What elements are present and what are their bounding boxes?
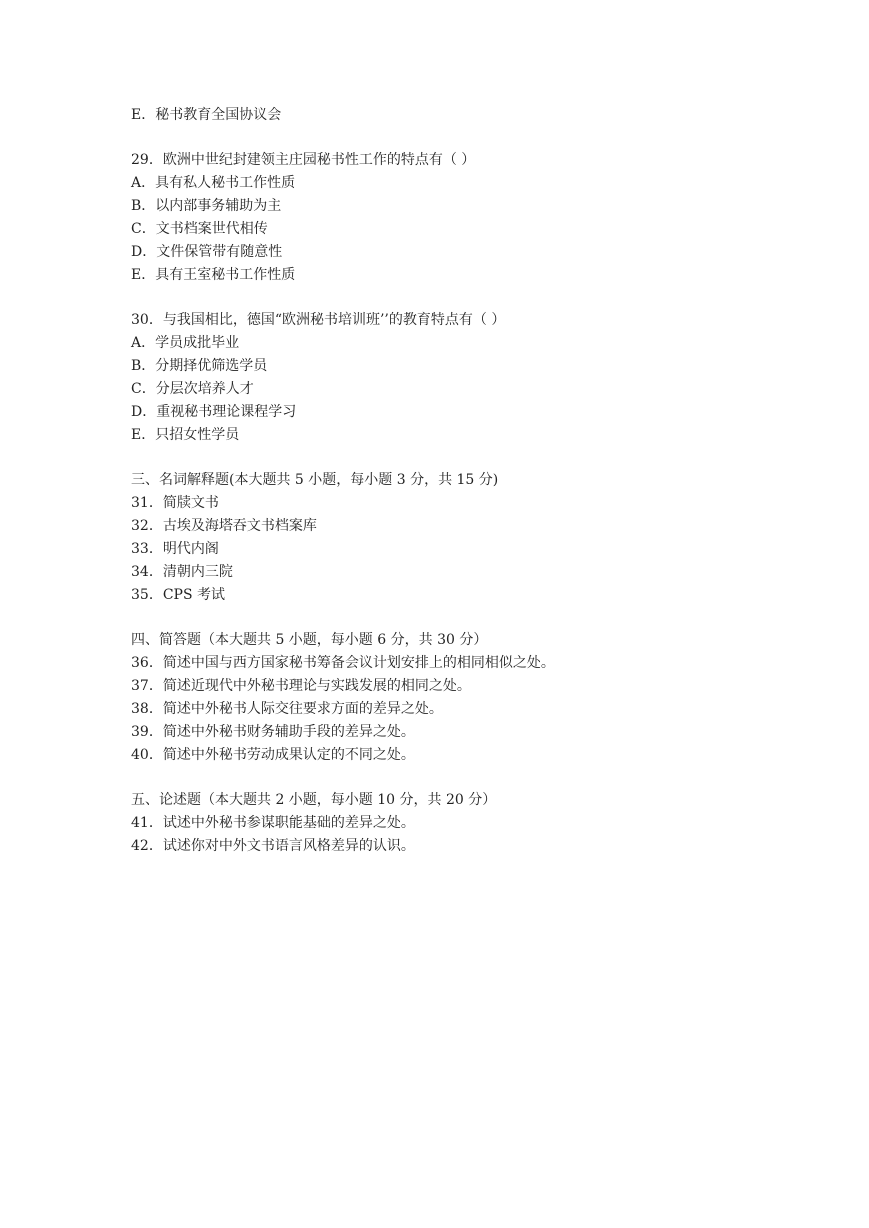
section-heading: 五、论述题（本大题共 2 小题，每小题 10 分，共 20 分） (131, 792, 497, 808)
option-b: B．以内部事务辅助为主 (131, 198, 282, 214)
section-short-answer (131, 629, 831, 767)
option-c: C．分层次培养人才 (131, 381, 254, 397)
spacer (131, 127, 831, 149)
option-c: C．文书档案世代相传 (131, 221, 268, 237)
option-a: A．具有私人秘书工作性质 (131, 175, 296, 191)
question-32: 32．古埃及海塔吞文书档案库 (131, 518, 317, 534)
section-q29 (131, 149, 831, 287)
question-41: 41．试述中外秘书参谋职能基础的差异之处。 (131, 815, 415, 831)
question-31: 31．简牍文书 (131, 495, 219, 511)
option-d: D．文件保管带有随意性 (131, 244, 283, 260)
spacer (131, 767, 831, 789)
question-35: 35．CPS 考试 (131, 587, 225, 603)
section-term-explanation (131, 469, 831, 607)
question-42: 42．试述你对中外文书语言风格差异的认识。 (131, 838, 415, 854)
exam-page (131, 104, 831, 858)
question-34: 34．清朝内三院 (131, 564, 233, 580)
section-heading: 三、名词解释题(本大题共 5 小题，每小题 3 分，共 15 分) (131, 472, 499, 488)
section-q30 (131, 309, 831, 447)
option-a: A．学员成批毕业 (131, 335, 240, 351)
spacer (131, 447, 831, 469)
question-29: 29．欧洲中世纪封建领主庄园秘书性工作的特点有（ ） (131, 152, 476, 168)
question-40: 40．简述中外秘书劳动成果认定的不同之处。 (131, 747, 415, 763)
section-essay (131, 789, 831, 858)
option-b: B．分期择优筛选学员 (131, 358, 268, 374)
spacer (131, 287, 831, 309)
section-q28-tail (131, 104, 831, 127)
option-e: E．具有王室秘书工作性质 (131, 267, 296, 283)
spacer (131, 607, 831, 629)
question-30: 30．与我国相比，德国“欧洲秘书培训班’’的教育特点有（ ） (131, 312, 506, 328)
question-38: 38．简述中外秘书人际交往要求方面的差异之处。 (131, 701, 443, 717)
option-e: E．秘书教育全国协议会 (131, 107, 282, 123)
option-e: E．只招女性学员 (131, 427, 240, 443)
section-heading: 四、简答题（本大题共 5 小题，每小题 6 分，共 30 分） (131, 632, 488, 648)
question-36: 36．简述中国与西方国家秘书筹备会议计划安排上的相同相似之处。 (131, 655, 555, 671)
question-37: 37．简述近现代中外秘书理论与实践发展的相同之处。 (131, 678, 471, 694)
question-39: 39．简述中外秘书财务辅助手段的差异之处。 (131, 724, 415, 740)
option-d: D．重视秘书理论课程学习 (131, 404, 297, 420)
question-33: 33．明代内阁 (131, 541, 219, 557)
